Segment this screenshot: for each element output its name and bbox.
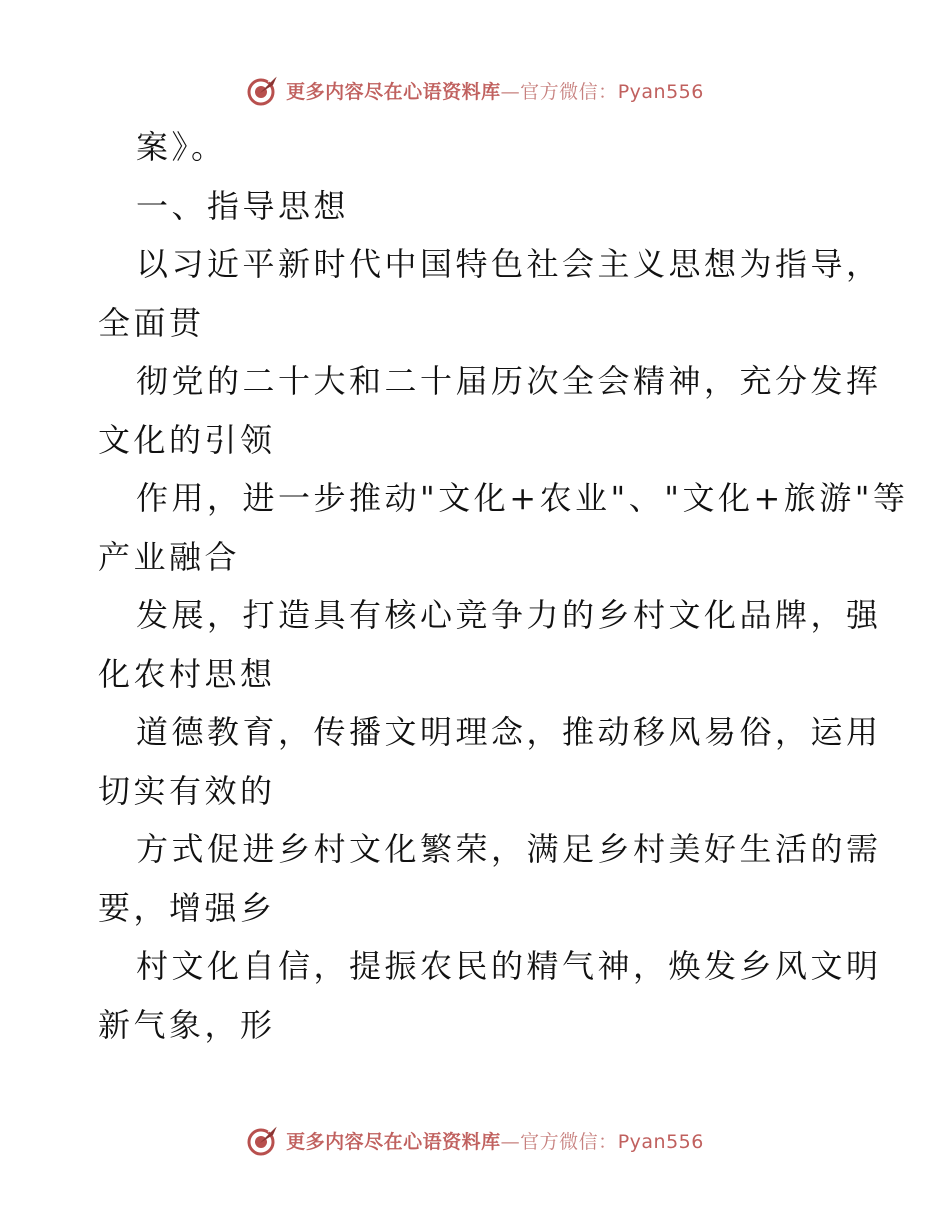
text-line: 全面贯 xyxy=(98,303,205,342)
header-banner xyxy=(0,70,950,110)
document-body xyxy=(98,118,909,1054)
text-line: 方式促进乡村文化繁荣，满足乡村美好生活的需 xyxy=(136,830,882,868)
text-line: 新气象，形 xyxy=(98,1005,276,1044)
banner-text: 更多内容尽在心语资料库—官方微信：Pyan556 xyxy=(286,80,704,103)
section-heading: 一、指导思想 xyxy=(136,186,350,225)
text-line: 化农村思想 xyxy=(98,654,276,693)
text-line: 要，增强乡 xyxy=(98,888,276,927)
text-line: 案》。 xyxy=(136,128,227,166)
text-line: 以习近平新时代中国特色社会主义思想为指导， xyxy=(136,245,882,283)
text-line: 道德教育，传播文明理念，推动移风易俗，运用 xyxy=(136,713,882,751)
text-line: 彻党的二十大和二十届历次全会精神，充分发挥 xyxy=(136,362,882,400)
text-line: 作用，进一步推动"文化+农业"、"文化+旅游"等 xyxy=(136,479,909,517)
text-line: 文化的引领 xyxy=(98,420,276,459)
text-line: 切实有效的 xyxy=(98,771,276,810)
quill-logo-icon xyxy=(246,73,280,107)
quill-logo-icon xyxy=(246,1123,280,1157)
text-line: 村文化自信，提振农民的精气神，焕发乡风文明 xyxy=(136,947,882,985)
text-line: 发展，打造具有核心竞争力的乡村文化品牌，强 xyxy=(136,596,882,634)
text-line: 产业融合 xyxy=(98,537,241,576)
footer-banner xyxy=(0,1120,950,1160)
banner-text: 更多内容尽在心语资料库—官方微信：Pyan556 xyxy=(286,1130,704,1153)
